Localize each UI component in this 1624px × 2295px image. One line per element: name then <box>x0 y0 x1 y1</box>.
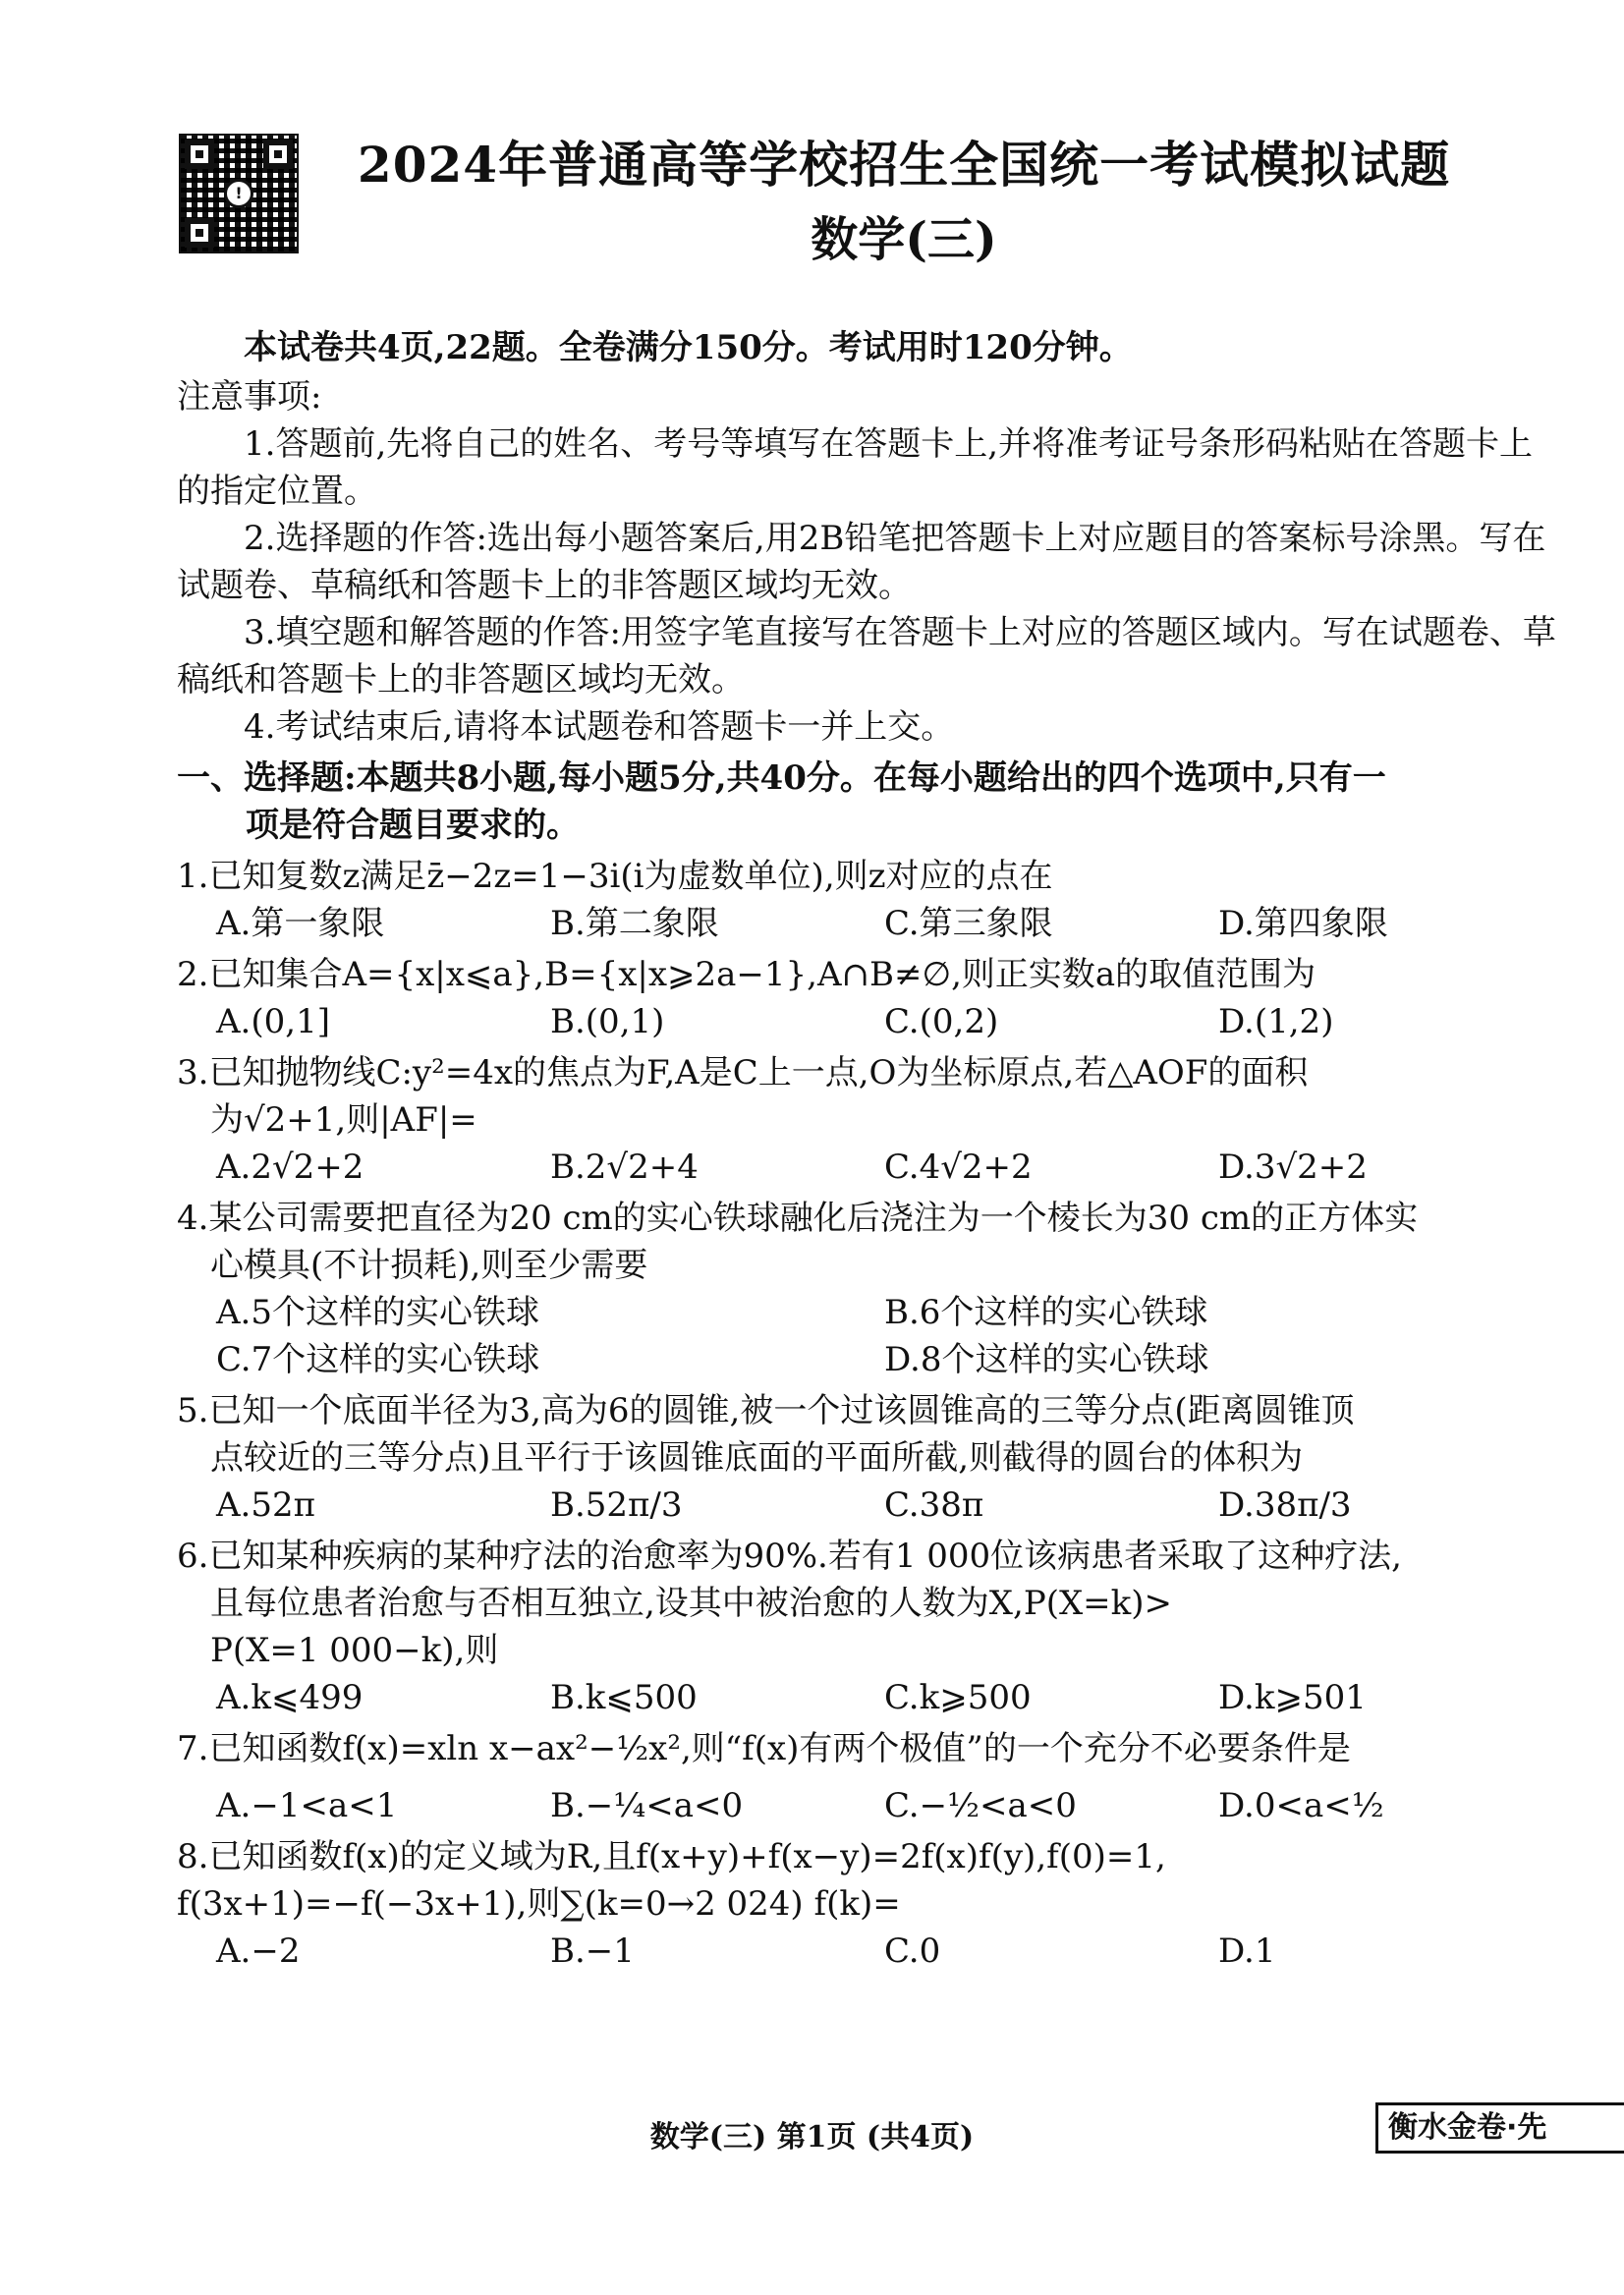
exam-intro: 本试卷共4页,22题。全卷满分150分。考试用时120分钟。 <box>244 328 1133 367</box>
option-b: B.k⩽500 <box>550 1678 698 1717</box>
option-b: B.52π/3 <box>550 1485 683 1525</box>
question-stem-cont: 且每位患者治愈与否相互独立,设其中被治愈的人数为X,P(X=k)> <box>210 1584 1173 1623</box>
page-footer: 数学(三) 第1页 (共4页) <box>649 2120 975 2155</box>
exam-subtitle: 数学(三) <box>811 212 997 267</box>
question-8 <box>177 1833 1562 1975</box>
option-d: D.1 <box>1218 1931 1276 1971</box>
notes-heading: 注意事项: <box>177 377 322 417</box>
option-d: D.8个这样的实心铁球 <box>884 1340 1209 1379</box>
question-stem: 7.已知函数f(x)=xln x−ax²−½x²,则“f(x)有两个极值”的一个充分不必要条件是 <box>177 1729 1351 1768</box>
question-stem: 1.已知复数z满足z̄−2z=1−3i(i为虚数单位),则z对应的点在 <box>177 857 1053 896</box>
option-c: C.−½<a<0 <box>884 1786 1077 1825</box>
qr-code <box>179 134 299 253</box>
question-stem: 4.某公司需要把直径为20 cm的实心铁球融化后浇注为一个棱长为30 cm的正方体实 <box>177 1199 1419 1238</box>
options-row <box>177 1782 1562 1829</box>
option-c: C.7个这样的实心铁球 <box>216 1340 540 1379</box>
option-a: A.第一象限 <box>216 904 385 943</box>
option-c: C.k⩾500 <box>884 1678 1032 1717</box>
option-a: A.5个这样的实心铁球 <box>216 1293 539 1332</box>
section-heading-line2: 项是符合题目要求的。 <box>246 806 580 845</box>
option-d: D.第四象限 <box>1218 904 1388 943</box>
option-c: C.0 <box>884 1931 941 1971</box>
question-stem: 6.已知某种疾病的某种疗法的治愈率为90%.若有1 000位该病患者采取了这种疗法, <box>177 1537 1402 1576</box>
exam-content <box>177 324 1562 1975</box>
question-stem-cont: 心模具(不计损耗),则至少需要 <box>210 1246 648 1285</box>
exam-title: 2024年普通高等学校招生全国统一考试模拟试题 <box>357 136 1451 194</box>
options-row <box>177 1674 1562 1721</box>
note-item: 2.选择题的作答:选出每小题答案后,用2B铅笔把答题卡上对应题目的答案标号涂黑。写在试题卷、草稿纸和答题卡上的非答题区域均无效。 <box>177 519 1546 605</box>
option-a: A.2√2+2 <box>216 1148 364 1187</box>
options-row <box>177 1482 1562 1529</box>
question-7 <box>177 1725 1562 1829</box>
option-d: D.38π/3 <box>1218 1485 1352 1525</box>
question-stem-cont: f(3x+1)=−f(−3x+1),则∑(k=0→2 024) f(k)= <box>177 1884 901 1924</box>
option-a: A.−2 <box>216 1931 301 1971</box>
question-stem-cont: 为√2+1,则|AF|= <box>210 1100 477 1140</box>
option-d: D.k⩾501 <box>1218 1678 1367 1717</box>
qr-finder-bottom-left <box>185 218 214 248</box>
option-c: C.第三象限 <box>884 904 1053 943</box>
question-6 <box>177 1533 1562 1721</box>
question-1 <box>177 853 1562 947</box>
note-item: 3.填空题和解答题的作答:用签字笔直接写在答题卡上对应的答题区域内。写在试题卷、草稿纸和答题卡上的非答题区域均无效。 <box>177 613 1556 700</box>
option-a: A.k⩽499 <box>216 1678 364 1717</box>
option-d: D.(1,2) <box>1218 1002 1334 1041</box>
question-2 <box>177 951 1562 1045</box>
option-a: A.−1<a<1 <box>216 1786 398 1825</box>
qr-logo-icon: ! <box>224 179 253 208</box>
question-stem: 3.已知抛物线C:y²=4x的焦点为F,A是C上一点,O为坐标原点,若△AOF的面积 <box>177 1053 1309 1092</box>
option-a: A.(0,1] <box>216 1002 330 1041</box>
question-stem: 5.已知一个底面半径为3,高为6的圆锥,被一个过该圆锥高的三等分点(距离圆锥顶 <box>177 1391 1355 1430</box>
options-row <box>177 1928 1562 1975</box>
options-row <box>177 900 1562 947</box>
brand-tag: 衡水金卷·先 <box>1375 2102 1624 2154</box>
option-a: A.52π <box>216 1485 315 1525</box>
note-item: 1.答题前,先将自己的姓名、考号等填写在答题卡上,并将准考证号条形码粘贴在答题卡上的指定位置。 <box>177 424 1534 511</box>
question-stem-cont: 点较近的三等分点)且平行于该圆锥底面的平面所截,则截得的圆台的体积为 <box>210 1438 1304 1478</box>
question-5 <box>177 1387 1562 1529</box>
option-d: D.3√2+2 <box>1218 1148 1368 1187</box>
question-3 <box>177 1049 1562 1191</box>
question-stem-cont2: P(X=1 000−k),则 <box>210 1631 499 1670</box>
option-d: D.0<a<½ <box>1218 1786 1384 1825</box>
note-item: 4.考试结束后,请将本试题卷和答题卡一并上交。 <box>244 707 955 747</box>
question-4 <box>177 1195 1562 1383</box>
option-b: B.6个这样的实心铁球 <box>884 1293 1208 1332</box>
option-b: B.−¼<a<0 <box>550 1786 744 1825</box>
options-grid <box>177 1289 1562 1383</box>
option-c: C.4√2+2 <box>884 1148 1033 1187</box>
option-c: C.(0,2) <box>884 1002 999 1041</box>
qr-finder-top-right <box>263 140 293 169</box>
section-heading-line1: 一、选择题:本题共8小题,每小题5分,共40分。在每小题给出的四个选项中,只有一 <box>177 758 1386 798</box>
option-b: B.(0,1) <box>550 1002 665 1041</box>
option-c: C.38π <box>884 1485 984 1525</box>
question-stem: 2.已知集合A={x|x⩽a},B={x|x⩾2a−1},A∩B≠∅,则正实数a的取值范围为 <box>177 955 1316 994</box>
option-b: B.第二象限 <box>550 904 719 943</box>
question-stem: 8.已知函数f(x)的定义域为R,且f(x+y)+f(x−y)=2f(x)f(y),f(0)=1, <box>177 1837 1166 1876</box>
notes-block <box>177 373 1562 751</box>
options-row <box>177 1144 1562 1191</box>
section-heading <box>177 755 1562 849</box>
qr-finder-top-left <box>185 140 214 169</box>
option-b: B.−1 <box>550 1931 635 1971</box>
option-b: B.2√2+4 <box>550 1148 699 1187</box>
options-row <box>177 998 1562 1045</box>
